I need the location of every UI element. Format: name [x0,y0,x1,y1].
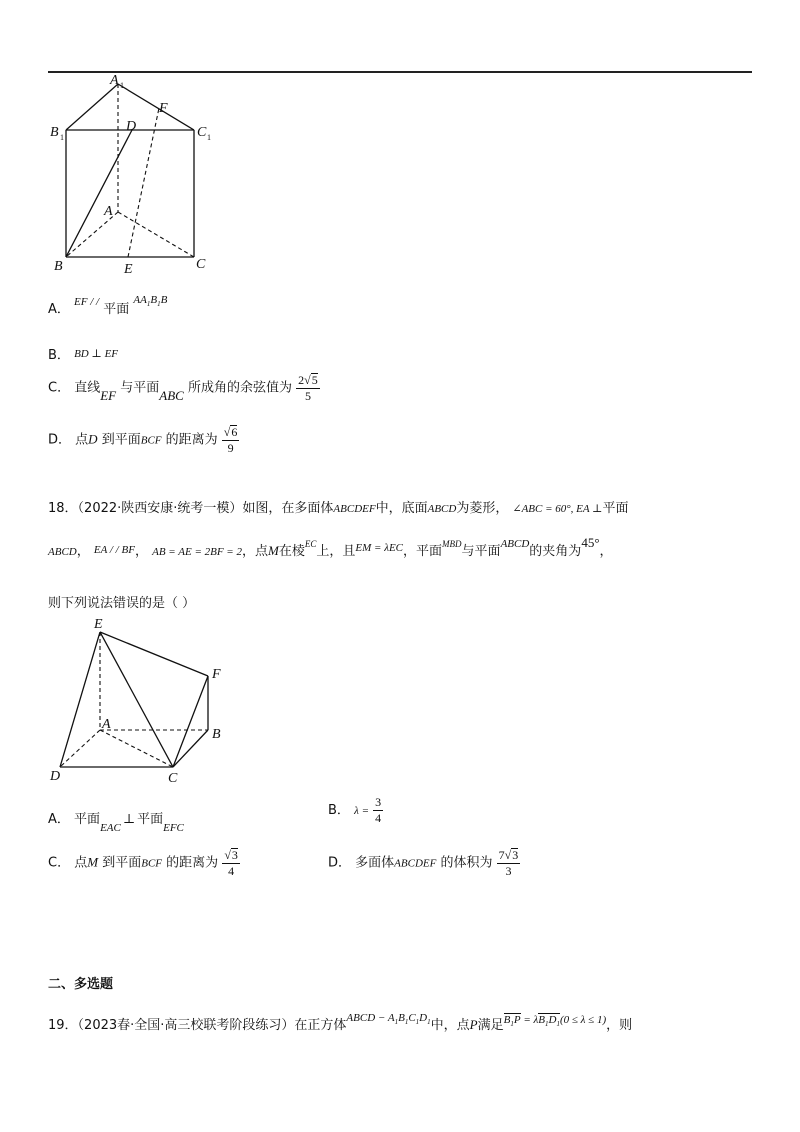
q19-line-1: 19．（2023春·全国·高三校联考阶段练习）在正方体$^{ABCD - A_1B_1C_1D_1}$中，点P满足$^{B_1P = \lambda B_1D_1(0 \le \lambda \le 1)}$，则 [48,1012,633,1033]
label-a1: A [110,73,119,88]
label-e: E [124,262,133,277]
edge-ac-hidden [118,212,194,257]
edge-ef [100,632,208,676]
segment-bd [66,130,132,257]
label-d: D [126,119,137,134]
edge-ed [60,632,100,767]
label-a: A [102,717,111,732]
edge-a1b1 [66,84,118,130]
q18-line-3: 则下列说法错误的是（ ） [48,596,196,611]
q18-line-1: 18．（2022·陕西安康·统考一模）如图，在多面体ABCDEF中，底面ABCD为菱形， ∠ABC = 60°, EA ⊥平面 [48,501,629,516]
edge-ec [100,632,173,767]
section-title-multi-choice: 二、多选题 [48,977,114,992]
label-c: C [168,771,178,786]
edge-fc [173,676,208,767]
label-f: F [159,101,168,116]
svg-text:1: 1 [60,133,64,142]
edge-ac-hidden [100,730,173,767]
q17-option-c: C． 直线EF 与平面ABC 所成角的余弦值为 $\frac{2√5}{5}$ [48,373,318,403]
fraction-root3-over-4: $\frac{√3}{4}$ [224,848,238,878]
svg-text:1: 1 [207,133,211,142]
q17-option-a: A． $^{EF / /}$ 平面 $^{AA_1B_1B}$ [48,294,168,317]
label-b: B [54,259,63,274]
label-a: A [104,204,113,219]
label-d: D [50,769,61,784]
figure-polyhedron [40,612,240,792]
label-f: F [212,667,221,682]
label-c1: C [197,125,207,140]
fraction-root6-over-9: $\frac{√6}{9}$ [223,425,238,455]
figure-prism [40,70,230,280]
label-b1: B [50,125,59,140]
label-e: E [94,617,103,632]
q18-option-c: C． 点M 到平面BCF 的距离为 $\frac{√3}{4}$ [48,848,238,878]
q17-option-b: B． BD ⊥ EF [48,348,119,363]
label-b: B [212,727,221,742]
fraction-7root3-over-3: $\frac{7√3}{3}$ [498,848,519,878]
fraction-3-over-4: $\frac{3}{4}$ [375,795,382,825]
q18-option-d: D． 多面体ABCDEF 的体积为 $\frac{7√3}{3}$ [328,848,519,878]
q18-option-b: B． λ = $\frac{3}{4}$ [328,795,382,825]
label-c: C [196,257,206,272]
q18-option-a: A． 平面$_{EAC}$⊥ 平面$_{EFC}$ [48,811,184,834]
svg-text:1: 1 [120,81,124,90]
edge-bc [173,730,208,767]
q18-line-2: ABCD， EA / / BF， AB = AE = 2BF = 2，点M在棱$^{EC}$上，且$^{EM = \lambda EC}$，平面$^{MBD}$与平面$^{ABCD}$的夹角为45°， [48,535,613,559]
fraction-2root5-over-5: $\frac{2√5}{5}$ [298,373,318,403]
q17-option-d: D． 点D 到平面BCF 的距离为 $\frac{√6}{9}$ [48,425,238,455]
